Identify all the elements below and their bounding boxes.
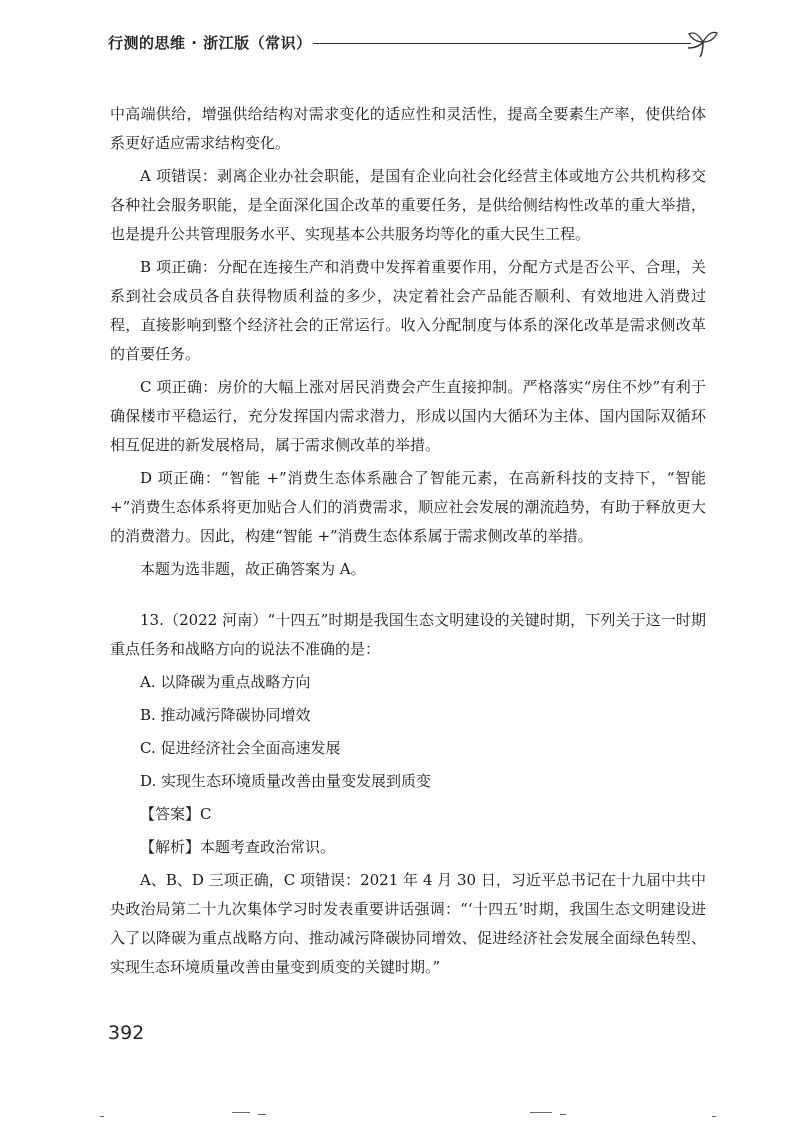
analysis-option-a: A 项错误：剥离企业办社会职能，是国有企业向社会化经营主体或地方公共机构移交各种社会服务职能，是全面深化国企改革的重要任务，是供给侧结构性改革的重大举措，也是提升公共管理服务水平、实现基本公共服务均等化的重大民生工程。 [110, 167, 706, 243]
answer-line [110, 800, 706, 829]
header-rule [313, 43, 691, 44]
question-stem: 13.（2022 河南）“十四五”时期是我国生态文明建设的关键时期，下列关于这一时期重点任务和战略方向的说法不准确的是： [110, 611, 706, 658]
page-number: 392 [108, 1022, 145, 1044]
analysis-value: 本题考查政治常识。 [200, 838, 336, 856]
analysis-option-d: D 项正确：“智能 +”消费生态体系融合了智能元素，在高新科技的支持下，“智能 +”消费生态体系将更加贴合人们的消费需求，顺应社会发展的潮流趋势，有助于释放更大的消费潜力。因此，构建“智能 +”消费生态体系属于需求侧改革的举措。 [110, 469, 706, 545]
answer-label: 【答案】 [140, 805, 201, 823]
option-b: B. 推动减污降碳协同增效 [140, 706, 311, 724]
analysis-option-c: C 项正确：房价的大幅上涨对居民消费会产生直接抑制。严格落实“房住不炒”有利于确保楼市平稳运行，充分发挥国内需求潜力，形成以国内大循环为主体、国内国际双循环相互促进的新发展格局，属于需求侧改革的举措。 [110, 378, 706, 454]
analysis-label: 【解析】 [140, 838, 201, 856]
page-content [110, 100, 706, 986]
option-d: D. 实现生态环境质量改善由量变发展到质变 [140, 772, 432, 790]
sprout-icon [686, 28, 720, 58]
analysis-option-b: B 项正确：分配在连接生产和消费中发挥着重要作用，分配方式是否公平、合理，关系到社会成员各自获得物质利益的多少，决定着社会产品能否顺利、有效地进入消费过程，直接影响到整个经济社会的正常运行。收入分配制度与体系的深化改革是需求侧改革的首要任务。 [110, 258, 706, 363]
answer-value: C [200, 805, 212, 823]
answer-conclusion: 本题为选非题，故正确答案为 A。 [140, 560, 366, 578]
scan-artifacts [0, 1100, 800, 1130]
option-a: A. 以降碳为重点战略方向 [140, 673, 311, 691]
intro-paragraph: 中高端供给，增强供给结构对需求变化的适应性和灵活性，提高全要素生产率，使供给体系更好适应需求结构变化。 [110, 105, 706, 152]
analysis-line [110, 833, 706, 862]
option-c: C. 促进经济社会全面高速发展 [140, 739, 341, 757]
running-header [108, 28, 708, 58]
explanation-paragraph: A、B、D 三项正确，C 项错误：2021 年 4 月 30 日，习近平总书记在十九届中共中央政治局第二十九次集体学习时发表重要讲话强调：“‘十四五’时期，我国生态文明建设进入了以降碳为重点战略方向、推动减污降碳协同增效、促进经济社会发展全面绿色转型、实现生态环境质量改善由量变到质变的关键时期。” [110, 871, 706, 976]
book-title: 行测的思维 · 浙江版（常识） [108, 34, 312, 52]
